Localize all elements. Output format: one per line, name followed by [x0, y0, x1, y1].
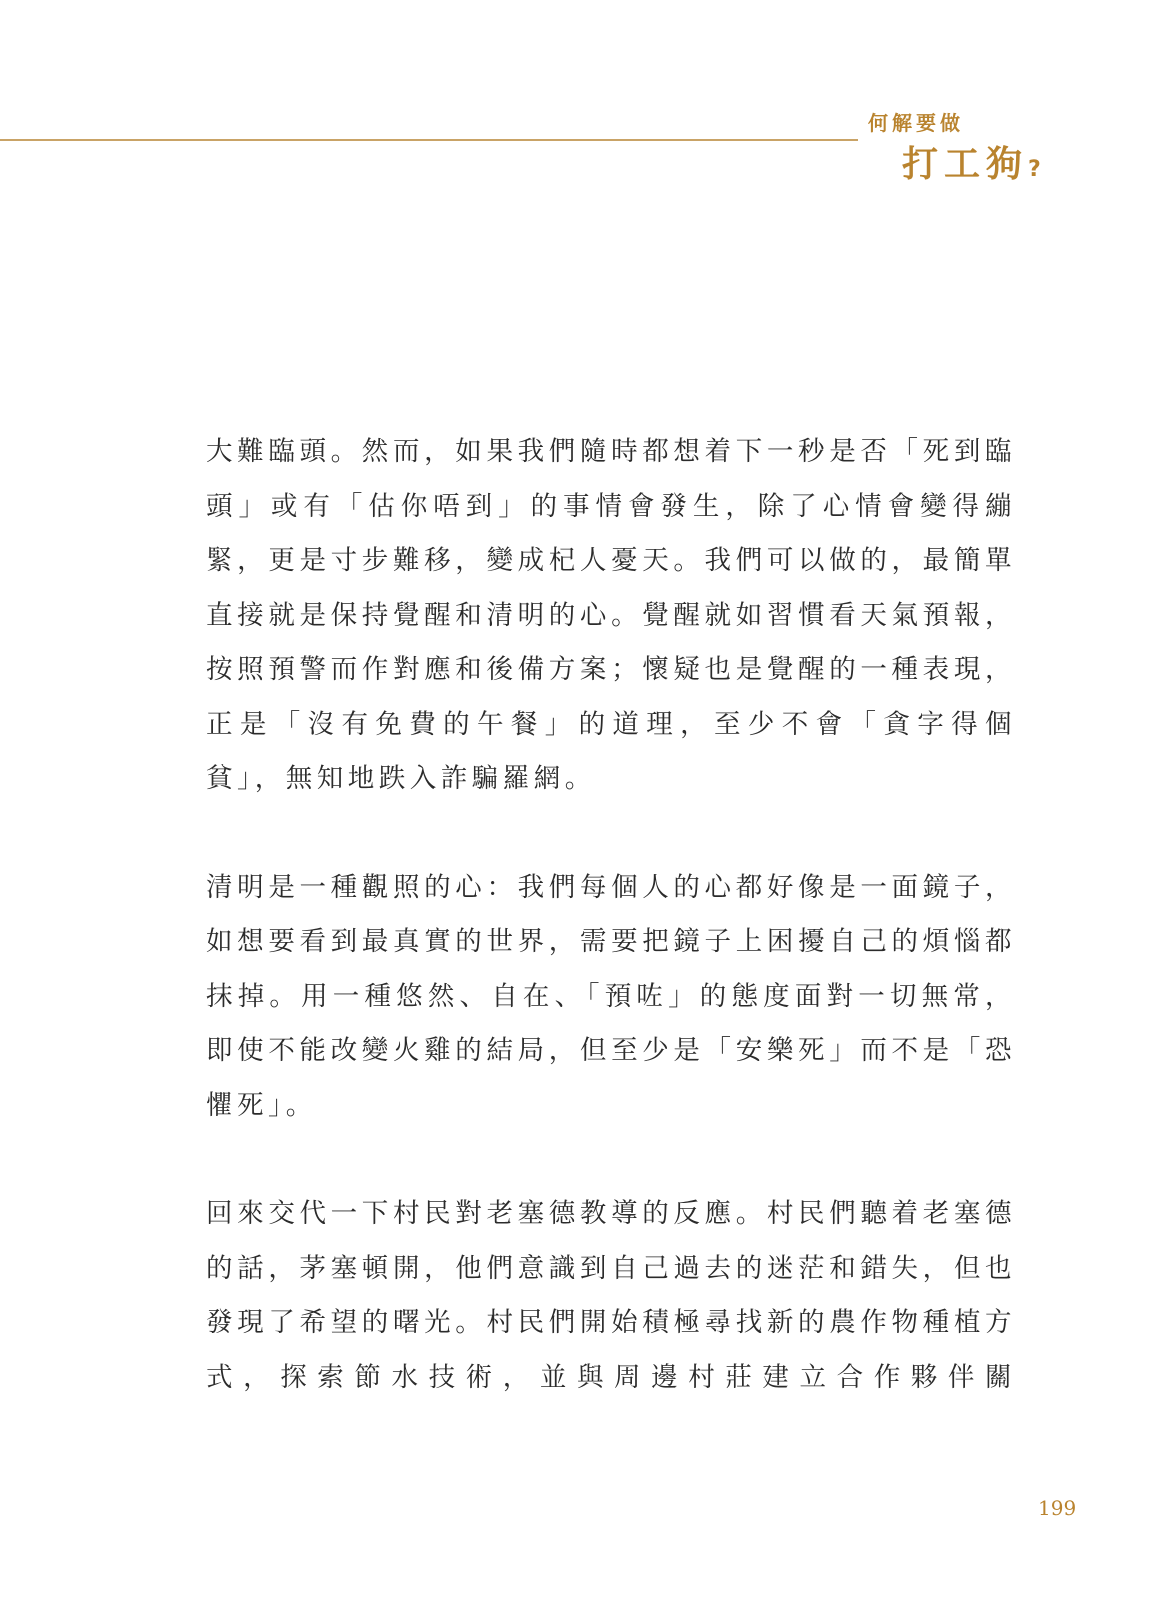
- running-header-title: [902, 136, 1041, 187]
- running-header-question-mark: ?: [1028, 157, 1041, 182]
- body-text: [206, 425, 1016, 1405]
- paragraph-1: 大難臨頭。然而，如果我們隨時都想着下一秒是否「死到臨頭」或有「估你唔到」的事情會發生，除了心情會變得繃緊，更是寸步難移，變成杞人憂天。我們可以做的，最簡單直接就是保持覺醒和清明的心。覺醒就如習慣看天氣預報，按照預警而作對應和後備方案；懷疑也是覺醒的一種表現，正是「沒有免費的午餐」的道理，至少不會「貪字得個貧」，無知地跌入詐騙羅網。: [206, 436, 1016, 794]
- paragraph-3: 回來交代一下村民對老塞德教導的反應。村民們聽着老塞德的話，茅塞頓開，他們意識到自己過去的迷茫和錯失，但也發現了希望的曙光。村民們開始積極尋找新的農作物種植方式，探索節水技術，並與周邊村莊建立合作夥伴關: [206, 1198, 1016, 1393]
- header-rule: [0, 139, 858, 141]
- page-number: 199: [1038, 1496, 1077, 1520]
- running-header-title-text: 打工狗: [902, 144, 1029, 185]
- paragraph-2: 清明是一種觀照的心：我們每個人的心都好像是一面鏡子，如想要看到最真實的世界，需要把鏡子上困擾自己的煩惱都抹掉。用一種悠然、自在、「預咗」的態度面對一切無常，即使不能改變火雞的結局，但至少是「安樂死」而不是「恐懼死」。: [206, 871, 1016, 1121]
- running-header-subtitle: 何解要做: [868, 111, 964, 135]
